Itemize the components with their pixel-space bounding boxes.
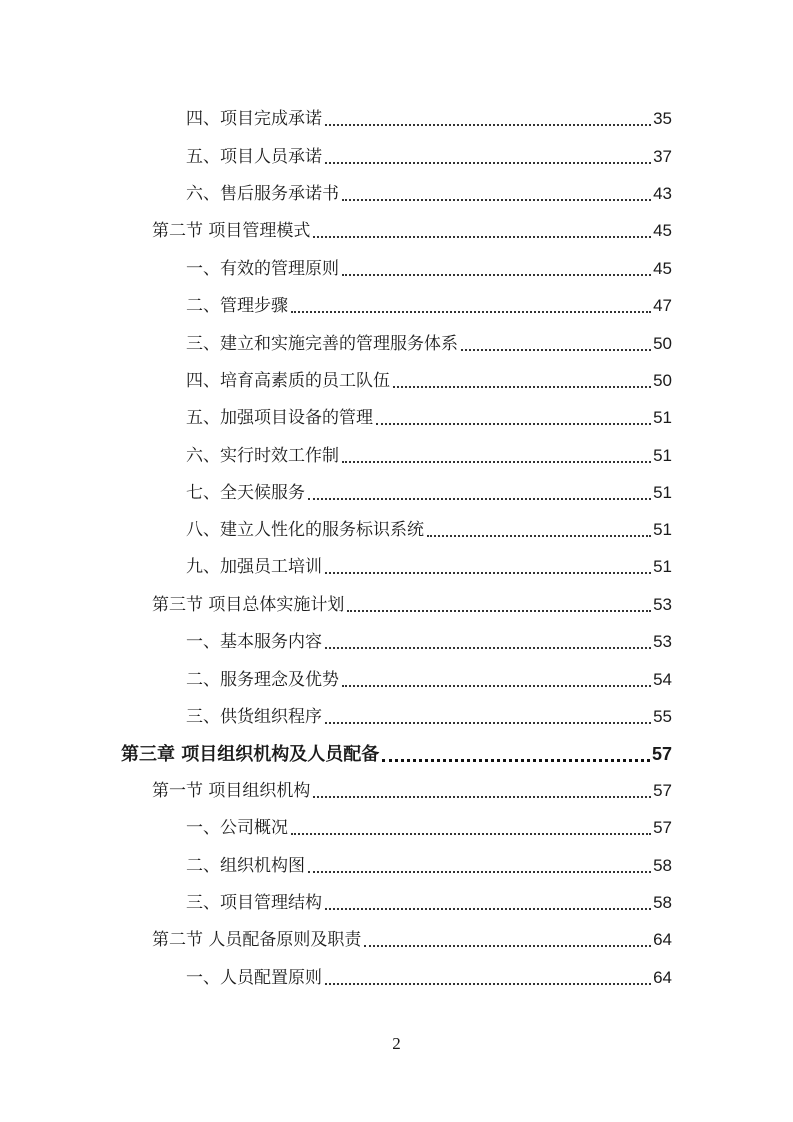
- toc-entry[interactable]: [186, 669, 672, 691]
- toc-entry[interactable]: [186, 407, 672, 429]
- toc-entry[interactable]: [186, 370, 672, 392]
- toc-entry[interactable]: [186, 855, 672, 877]
- dot-leader: [342, 461, 651, 463]
- toc-entry-page: 50: [653, 371, 672, 390]
- toc-entry[interactable]: [152, 929, 672, 951]
- toc-entry-page: 51: [653, 446, 672, 465]
- toc-entry[interactable]: [152, 780, 672, 802]
- toc-entry-page: 51: [653, 557, 672, 576]
- toc-entry-page: 57: [651, 744, 672, 764]
- toc-entry[interactable]: [186, 183, 672, 205]
- dot-leader: [461, 349, 651, 351]
- toc-entry[interactable]: [186, 258, 672, 280]
- toc-entry-page: 43: [653, 184, 672, 203]
- dot-leader: [342, 685, 651, 687]
- toc-entry[interactable]: [186, 108, 672, 130]
- toc-entry[interactable]: [186, 706, 672, 728]
- toc-entry[interactable]: [186, 892, 672, 914]
- toc-entry-chapter[interactable]: [121, 743, 672, 766]
- page-number: 2: [392, 1034, 401, 1053]
- dot-leader: [376, 423, 651, 425]
- toc-entry-page: 57: [653, 781, 672, 800]
- toc-entry-page: 37: [653, 147, 672, 166]
- dot-leader: [325, 908, 651, 910]
- toc-entry[interactable]: [186, 445, 672, 467]
- toc-entry-page: 54: [653, 670, 672, 689]
- dot-leader: [325, 162, 651, 164]
- toc-entry-label: 第三章 项目组织机构及人员配备: [121, 744, 380, 765]
- toc-entry-page: 51: [653, 483, 672, 502]
- toc-entry-label: 第二节 人员配备原则及职责: [152, 930, 362, 950]
- dot-leader: [393, 386, 651, 388]
- toc-entry-page: 51: [653, 408, 672, 427]
- toc-entry-label: 五、加强项目设备的管理: [186, 408, 373, 428]
- toc-entry-page: 53: [653, 632, 672, 651]
- toc-entry-page: 53: [653, 595, 672, 614]
- toc-entry-label: 五、项目人员承诺: [186, 147, 322, 167]
- toc-entry-label: 四、项目完成承诺: [186, 109, 322, 129]
- toc-entry-page: 50: [653, 334, 672, 353]
- toc-entry-label: 一、公司概况: [186, 818, 288, 838]
- toc-entry-page: 47: [653, 296, 672, 315]
- toc-entry[interactable]: [186, 967, 672, 989]
- dot-leader: [325, 124, 651, 126]
- toc-entry[interactable]: [186, 817, 672, 839]
- toc-entry-label: 二、管理步骤: [186, 296, 288, 316]
- dot-leader: [325, 572, 651, 574]
- dot-leader: [313, 796, 651, 798]
- dot-leader: [325, 647, 651, 649]
- dot-leader: [313, 236, 651, 238]
- toc-entry-label: 九、加强员工培训: [186, 557, 322, 577]
- dot-leader: [427, 535, 651, 537]
- toc-entry-label: 六、实行时效工作制: [186, 446, 339, 466]
- dot-leader: [325, 722, 651, 724]
- toc-entry-page: 45: [653, 259, 672, 278]
- toc-entry-page: 64: [653, 930, 672, 949]
- toc-entry[interactable]: [186, 556, 672, 578]
- toc-entry-page: 45: [653, 221, 672, 240]
- toc-entry-page: 35: [653, 109, 672, 128]
- toc-entry[interactable]: [186, 295, 672, 317]
- toc-entry-label: 一、人员配置原则: [186, 968, 322, 988]
- dot-leader: [382, 759, 650, 762]
- toc-entry[interactable]: [152, 594, 672, 616]
- dot-leader: [342, 199, 651, 201]
- toc-entry-page: 64: [653, 968, 672, 987]
- toc-entry[interactable]: [186, 519, 672, 541]
- toc-entry-label: 二、组织机构图: [186, 856, 305, 876]
- toc-entry[interactable]: [152, 220, 672, 242]
- toc-entry-label: 七、全天候服务: [186, 483, 305, 503]
- toc-entry[interactable]: [186, 146, 672, 168]
- dot-leader: [308, 871, 651, 873]
- toc-entry-page: 51: [653, 520, 672, 539]
- toc-entry-label: 第二节 项目管理模式: [152, 221, 311, 241]
- toc-entry-label: 三、项目管理结构: [186, 893, 322, 913]
- toc-entry-page: 58: [653, 893, 672, 912]
- dot-leader: [291, 833, 651, 835]
- dot-leader: [291, 311, 651, 313]
- toc-entry-page: 57: [653, 818, 672, 837]
- dot-leader: [364, 945, 651, 947]
- toc-entry-label: 二、服务理念及优势: [186, 670, 339, 690]
- toc-entry-label: 第一节 项目组织机构: [152, 781, 311, 801]
- toc-entry-page: 55: [653, 707, 672, 726]
- toc-entry-label: 八、建立人性化的服务标识系统: [186, 520, 424, 540]
- toc-entry[interactable]: [186, 333, 672, 355]
- toc-entry[interactable]: [186, 482, 672, 504]
- toc-entry-page: 58: [653, 856, 672, 875]
- toc-entry-label: 一、基本服务内容: [186, 632, 322, 652]
- toc-entry-label: 三、供货组织程序: [186, 707, 322, 727]
- dot-leader: [347, 610, 651, 612]
- toc-entry[interactable]: [186, 631, 672, 653]
- toc-entry-label: 三、建立和实施完善的管理服务体系: [186, 334, 458, 354]
- dot-leader: [308, 498, 651, 500]
- toc-entry-label: 六、售后服务承诺书: [186, 184, 339, 204]
- toc-entry-label: 四、培育高素质的员工队伍: [186, 371, 390, 391]
- toc-entry-label: 一、有效的管理原则: [186, 259, 339, 279]
- dot-leader: [325, 983, 651, 985]
- toc-entry-label: 第三节 项目总体实施计划: [152, 595, 345, 615]
- dot-leader: [342, 274, 651, 276]
